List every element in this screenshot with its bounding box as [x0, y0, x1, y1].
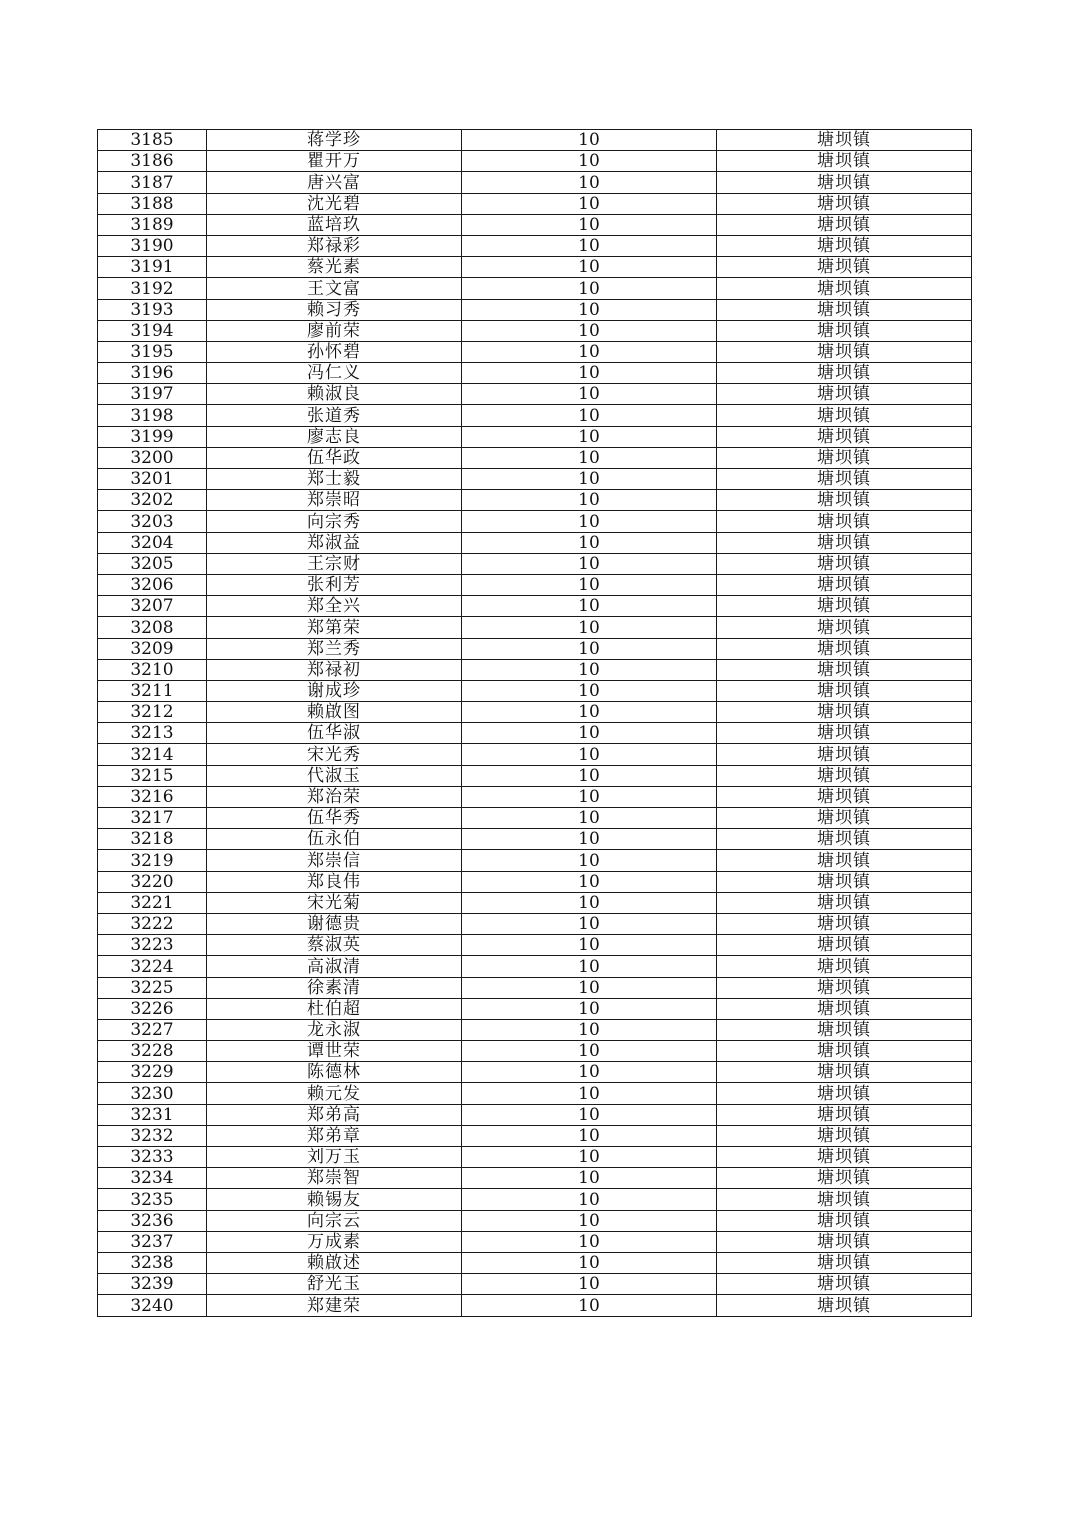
person-name-cell: 代淑玉	[207, 765, 462, 786]
amount-cell: 10	[462, 892, 717, 913]
row-number-cell: 3239	[98, 1274, 207, 1295]
table-row	[98, 1168, 972, 1189]
table-row	[98, 151, 972, 172]
amount-cell: 10	[462, 956, 717, 977]
town-cell: 塘坝镇	[717, 596, 972, 617]
person-name-cell: 唐兴富	[207, 172, 462, 193]
town-cell: 塘坝镇	[717, 956, 972, 977]
person-name-cell: 王宗财	[207, 553, 462, 574]
town-cell: 塘坝镇	[717, 172, 972, 193]
person-name-cell: 郑崇智	[207, 1168, 462, 1189]
amount-cell: 10	[462, 1104, 717, 1125]
person-name-cell: 廖前荣	[207, 320, 462, 341]
table-row	[98, 278, 972, 299]
amount-cell: 10	[462, 765, 717, 786]
row-number-cell: 3202	[98, 490, 207, 511]
row-number-cell: 3228	[98, 1041, 207, 1062]
amount-cell: 10	[462, 1125, 717, 1146]
table-row	[98, 956, 972, 977]
town-cell: 塘坝镇	[717, 1168, 972, 1189]
amount-cell: 10	[462, 998, 717, 1019]
town-cell: 塘坝镇	[717, 469, 972, 490]
row-number-cell: 3212	[98, 702, 207, 723]
table-row	[98, 1274, 972, 1295]
table-row	[98, 723, 972, 744]
town-cell: 塘坝镇	[717, 1041, 972, 1062]
table-row	[98, 913, 972, 934]
table-row	[98, 977, 972, 998]
row-number-cell: 3186	[98, 151, 207, 172]
row-number-cell: 3237	[98, 1231, 207, 1252]
town-cell: 塘坝镇	[717, 278, 972, 299]
amount-cell: 10	[462, 447, 717, 468]
town-cell: 塘坝镇	[717, 977, 972, 998]
person-name-cell: 郑治荣	[207, 786, 462, 807]
table-row	[98, 808, 972, 829]
table-row	[98, 1125, 972, 1146]
person-name-cell: 郑全兴	[207, 596, 462, 617]
person-name-cell: 赖啟述	[207, 1252, 462, 1273]
amount-cell: 10	[462, 193, 717, 214]
table-row	[98, 829, 972, 850]
town-cell: 塘坝镇	[717, 871, 972, 892]
row-number-cell: 3218	[98, 829, 207, 850]
row-number-cell: 3233	[98, 1147, 207, 1168]
row-number-cell: 3189	[98, 214, 207, 235]
table-row	[98, 1147, 972, 1168]
amount-cell: 10	[462, 744, 717, 765]
amount-cell: 10	[462, 574, 717, 595]
town-cell: 塘坝镇	[717, 892, 972, 913]
town-cell: 塘坝镇	[717, 808, 972, 829]
table-row	[98, 765, 972, 786]
amount-cell: 10	[462, 172, 717, 193]
table-row	[98, 744, 972, 765]
town-cell: 塘坝镇	[717, 574, 972, 595]
row-number-cell: 3204	[98, 532, 207, 553]
town-cell: 塘坝镇	[717, 1231, 972, 1252]
person-name-cell: 赖习秀	[207, 299, 462, 320]
person-name-cell: 蓝培玖	[207, 214, 462, 235]
person-name-cell: 沈光碧	[207, 193, 462, 214]
town-cell: 塘坝镇	[717, 1189, 972, 1210]
person-name-cell: 徐素清	[207, 977, 462, 998]
amount-cell: 10	[462, 786, 717, 807]
town-cell: 塘坝镇	[717, 235, 972, 256]
table-row	[98, 998, 972, 1019]
town-cell: 塘坝镇	[717, 765, 972, 786]
row-number-cell: 3200	[98, 447, 207, 468]
table-row	[98, 1019, 972, 1040]
roster-table	[97, 129, 972, 1317]
amount-cell: 10	[462, 1295, 717, 1316]
table-row	[98, 214, 972, 235]
town-cell: 塘坝镇	[717, 257, 972, 278]
town-cell: 塘坝镇	[717, 151, 972, 172]
town-cell: 塘坝镇	[717, 1210, 972, 1231]
table-row	[98, 490, 972, 511]
table-row	[98, 1231, 972, 1252]
person-name-cell: 舒光玉	[207, 1274, 462, 1295]
table-row	[98, 469, 972, 490]
table-row	[98, 532, 972, 553]
town-cell: 塘坝镇	[717, 193, 972, 214]
row-number-cell: 3201	[98, 469, 207, 490]
amount-cell: 10	[462, 935, 717, 956]
town-cell: 塘坝镇	[717, 299, 972, 320]
town-cell: 塘坝镇	[717, 1274, 972, 1295]
row-number-cell: 3188	[98, 193, 207, 214]
table-row	[98, 786, 972, 807]
row-number-cell: 3199	[98, 426, 207, 447]
table-row	[98, 638, 972, 659]
row-number-cell: 3206	[98, 574, 207, 595]
table-row	[98, 299, 972, 320]
amount-cell: 10	[462, 235, 717, 256]
amount-cell: 10	[462, 1274, 717, 1295]
amount-cell: 10	[462, 723, 717, 744]
table-row	[98, 130, 972, 151]
amount-cell: 10	[462, 913, 717, 934]
amount-cell: 10	[462, 680, 717, 701]
town-cell: 塘坝镇	[717, 1019, 972, 1040]
person-name-cell: 瞿开万	[207, 151, 462, 172]
amount-cell: 10	[462, 214, 717, 235]
row-number-cell: 3205	[98, 553, 207, 574]
table-row	[98, 1189, 972, 1210]
person-name-cell: 郑淑益	[207, 532, 462, 553]
table-row	[98, 320, 972, 341]
row-number-cell: 3216	[98, 786, 207, 807]
town-cell: 塘坝镇	[717, 553, 972, 574]
table-row	[98, 1252, 972, 1273]
amount-cell: 10	[462, 532, 717, 553]
row-number-cell: 3210	[98, 659, 207, 680]
person-name-cell: 郑兰秀	[207, 638, 462, 659]
amount-cell: 10	[462, 1147, 717, 1168]
town-cell: 塘坝镇	[717, 1083, 972, 1104]
person-name-cell: 赖啟图	[207, 702, 462, 723]
table-row	[98, 172, 972, 193]
amount-cell: 10	[462, 1168, 717, 1189]
person-name-cell: 高淑清	[207, 956, 462, 977]
town-cell: 塘坝镇	[717, 744, 972, 765]
person-name-cell: 伍华秀	[207, 808, 462, 829]
row-number-cell: 3235	[98, 1189, 207, 1210]
row-number-cell: 3194	[98, 320, 207, 341]
amount-cell: 10	[462, 257, 717, 278]
person-name-cell: 郑士毅	[207, 469, 462, 490]
town-cell: 塘坝镇	[717, 341, 972, 362]
amount-cell: 10	[462, 1210, 717, 1231]
table-row	[98, 193, 972, 214]
amount-cell: 10	[462, 1062, 717, 1083]
amount-cell: 10	[462, 829, 717, 850]
amount-cell: 10	[462, 320, 717, 341]
town-cell: 塘坝镇	[717, 829, 972, 850]
row-number-cell: 3232	[98, 1125, 207, 1146]
person-name-cell: 郑良伟	[207, 871, 462, 892]
person-name-cell: 蒋学珍	[207, 130, 462, 151]
table-row	[98, 553, 972, 574]
row-number-cell: 3224	[98, 956, 207, 977]
table-row	[98, 1295, 972, 1316]
town-cell: 塘坝镇	[717, 130, 972, 151]
town-cell: 塘坝镇	[717, 786, 972, 807]
town-cell: 塘坝镇	[717, 723, 972, 744]
person-name-cell: 谢德贵	[207, 913, 462, 934]
town-cell: 塘坝镇	[717, 532, 972, 553]
person-name-cell: 张道秀	[207, 405, 462, 426]
town-cell: 塘坝镇	[717, 363, 972, 384]
person-name-cell: 郑建荣	[207, 1295, 462, 1316]
table-row	[98, 659, 972, 680]
amount-cell: 10	[462, 596, 717, 617]
row-number-cell: 3219	[98, 850, 207, 871]
town-cell: 塘坝镇	[717, 1252, 972, 1273]
person-name-cell: 谢成珍	[207, 680, 462, 701]
town-cell: 塘坝镇	[717, 1062, 972, 1083]
amount-cell: 10	[462, 1189, 717, 1210]
person-name-cell: 孙怀碧	[207, 341, 462, 362]
row-number-cell: 3225	[98, 977, 207, 998]
row-number-cell: 3234	[98, 1168, 207, 1189]
town-cell: 塘坝镇	[717, 935, 972, 956]
table-row	[98, 1083, 972, 1104]
row-number-cell: 3192	[98, 278, 207, 299]
amount-cell: 10	[462, 1083, 717, 1104]
table-row	[98, 363, 972, 384]
row-number-cell: 3222	[98, 913, 207, 934]
row-number-cell: 3229	[98, 1062, 207, 1083]
row-number-cell: 3238	[98, 1252, 207, 1273]
table-row	[98, 1041, 972, 1062]
table-row	[98, 574, 972, 595]
amount-cell: 10	[462, 151, 717, 172]
town-cell: 塘坝镇	[717, 913, 972, 934]
person-name-cell: 蔡光素	[207, 257, 462, 278]
table-row	[98, 1062, 972, 1083]
row-number-cell: 3236	[98, 1210, 207, 1231]
amount-cell: 10	[462, 1041, 717, 1062]
amount-cell: 10	[462, 469, 717, 490]
amount-cell: 10	[462, 617, 717, 638]
table-row	[98, 1210, 972, 1231]
row-number-cell: 3215	[98, 765, 207, 786]
person-name-cell: 向宗云	[207, 1210, 462, 1231]
amount-cell: 10	[462, 1019, 717, 1040]
amount-cell: 10	[462, 405, 717, 426]
row-number-cell: 3198	[98, 405, 207, 426]
table-row	[98, 596, 972, 617]
amount-cell: 10	[462, 299, 717, 320]
person-name-cell: 向宗秀	[207, 511, 462, 532]
town-cell: 塘坝镇	[717, 511, 972, 532]
amount-cell: 10	[462, 511, 717, 532]
person-name-cell: 龙永淑	[207, 1019, 462, 1040]
town-cell: 塘坝镇	[717, 405, 972, 426]
town-cell: 塘坝镇	[717, 702, 972, 723]
person-name-cell: 宋光菊	[207, 892, 462, 913]
table-row	[98, 617, 972, 638]
table-row	[98, 426, 972, 447]
town-cell: 塘坝镇	[717, 638, 972, 659]
person-name-cell: 刘万玉	[207, 1147, 462, 1168]
person-name-cell: 郑崇昭	[207, 490, 462, 511]
person-name-cell: 王文富	[207, 278, 462, 299]
person-name-cell: 赖元发	[207, 1083, 462, 1104]
row-number-cell: 3190	[98, 235, 207, 256]
roster-table-body	[98, 130, 972, 1317]
amount-cell: 10	[462, 638, 717, 659]
town-cell: 塘坝镇	[717, 384, 972, 405]
person-name-cell: 赖淑良	[207, 384, 462, 405]
row-number-cell: 3231	[98, 1104, 207, 1125]
row-number-cell: 3191	[98, 257, 207, 278]
person-name-cell: 郑弟章	[207, 1125, 462, 1146]
town-cell: 塘坝镇	[717, 426, 972, 447]
person-name-cell: 郑弟高	[207, 1104, 462, 1125]
town-cell: 塘坝镇	[717, 1125, 972, 1146]
row-number-cell: 3220	[98, 871, 207, 892]
table-row	[98, 702, 972, 723]
person-name-cell: 伍华淑	[207, 723, 462, 744]
amount-cell: 10	[462, 363, 717, 384]
table-row	[98, 935, 972, 956]
person-name-cell: 郑第荣	[207, 617, 462, 638]
town-cell: 塘坝镇	[717, 850, 972, 871]
table-row	[98, 405, 972, 426]
row-number-cell: 3208	[98, 617, 207, 638]
town-cell: 塘坝镇	[717, 659, 972, 680]
person-name-cell: 郑禄彩	[207, 235, 462, 256]
row-number-cell: 3223	[98, 935, 207, 956]
town-cell: 塘坝镇	[717, 1104, 972, 1125]
amount-cell: 10	[462, 659, 717, 680]
town-cell: 塘坝镇	[717, 320, 972, 341]
amount-cell: 10	[462, 1252, 717, 1273]
person-name-cell: 蔡淑英	[207, 935, 462, 956]
table-row	[98, 892, 972, 913]
table-row	[98, 1104, 972, 1125]
person-name-cell: 宋光秀	[207, 744, 462, 765]
town-cell: 塘坝镇	[717, 214, 972, 235]
amount-cell: 10	[462, 490, 717, 511]
person-name-cell: 郑崇信	[207, 850, 462, 871]
town-cell: 塘坝镇	[717, 680, 972, 701]
table-row	[98, 257, 972, 278]
town-cell: 塘坝镇	[717, 998, 972, 1019]
table-row	[98, 447, 972, 468]
row-number-cell: 3209	[98, 638, 207, 659]
row-number-cell: 3230	[98, 1083, 207, 1104]
row-number-cell: 3227	[98, 1019, 207, 1040]
town-cell: 塘坝镇	[717, 447, 972, 468]
row-number-cell: 3187	[98, 172, 207, 193]
row-number-cell: 3196	[98, 363, 207, 384]
person-name-cell: 伍永伯	[207, 829, 462, 850]
amount-cell: 10	[462, 130, 717, 151]
row-number-cell: 3203	[98, 511, 207, 532]
person-name-cell: 郑禄初	[207, 659, 462, 680]
row-number-cell: 3240	[98, 1295, 207, 1316]
row-number-cell: 3193	[98, 299, 207, 320]
row-number-cell: 3213	[98, 723, 207, 744]
row-number-cell: 3214	[98, 744, 207, 765]
amount-cell: 10	[462, 702, 717, 723]
row-number-cell: 3207	[98, 596, 207, 617]
table-row	[98, 341, 972, 362]
person-name-cell: 张利芳	[207, 574, 462, 595]
person-name-cell: 万成素	[207, 1231, 462, 1252]
row-number-cell: 3211	[98, 680, 207, 701]
amount-cell: 10	[462, 384, 717, 405]
table-row	[98, 235, 972, 256]
row-number-cell: 3221	[98, 892, 207, 913]
person-name-cell: 伍华政	[207, 447, 462, 468]
town-cell: 塘坝镇	[717, 490, 972, 511]
person-name-cell: 陈德林	[207, 1062, 462, 1083]
person-name-cell: 赖锡友	[207, 1189, 462, 1210]
amount-cell: 10	[462, 426, 717, 447]
table-row	[98, 850, 972, 871]
row-number-cell: 3185	[98, 130, 207, 151]
row-number-cell: 3197	[98, 384, 207, 405]
amount-cell: 10	[462, 1231, 717, 1252]
town-cell: 塘坝镇	[717, 1147, 972, 1168]
amount-cell: 10	[462, 341, 717, 362]
amount-cell: 10	[462, 808, 717, 829]
amount-cell: 10	[462, 553, 717, 574]
amount-cell: 10	[462, 871, 717, 892]
person-name-cell: 杜伯超	[207, 998, 462, 1019]
table-row	[98, 384, 972, 405]
table-row	[98, 511, 972, 532]
row-number-cell: 3195	[98, 341, 207, 362]
amount-cell: 10	[462, 850, 717, 871]
amount-cell: 10	[462, 977, 717, 998]
table-row	[98, 680, 972, 701]
row-number-cell: 3226	[98, 998, 207, 1019]
amount-cell: 10	[462, 278, 717, 299]
person-name-cell: 冯仁义	[207, 363, 462, 384]
person-name-cell: 廖志良	[207, 426, 462, 447]
person-name-cell: 谭世荣	[207, 1041, 462, 1062]
table-row	[98, 871, 972, 892]
town-cell: 塘坝镇	[717, 1295, 972, 1316]
town-cell: 塘坝镇	[717, 617, 972, 638]
row-number-cell: 3217	[98, 808, 207, 829]
